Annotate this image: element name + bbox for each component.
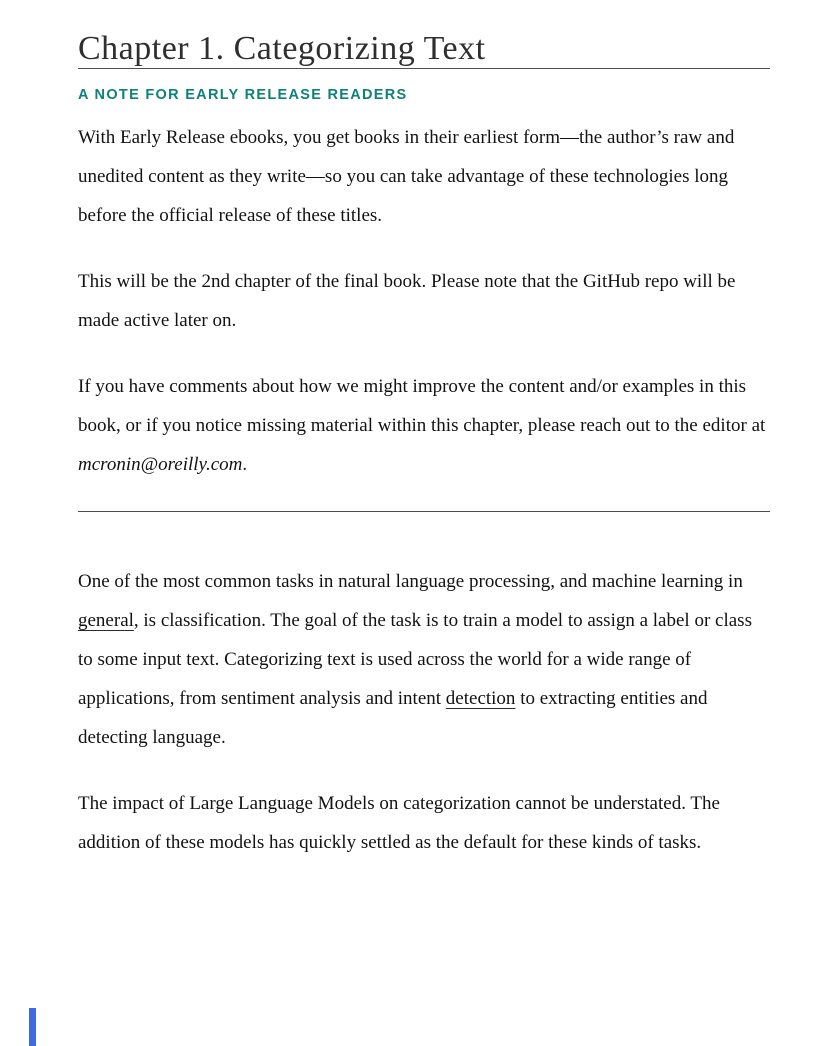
editor-email: mcronin@oreilly.com [78, 454, 243, 475]
chapter-body [78, 562, 770, 862]
top-divider [78, 68, 770, 69]
body-p1-text-2: , is classification. The goal of the task is to train a model to assign a label or class to some input text. Categorizing text is used across the world for a wide range of applications, from sentiment analysis and intent [78, 610, 752, 709]
left-edge-scroll-marker [29, 1008, 36, 1046]
note-paragraph-1: With Early Release ebooks, you get books in their earliest form—the author’s raw and unedited content as they write—so you can take advantage of these technologies long before the official release of these titles. [78, 127, 735, 226]
note-paragraph-2: This will be the 2nd chapter of the final book. Please note that the GitHub repo will be made active later on. [78, 271, 736, 331]
early-release-note [78, 87, 770, 484]
body-paragraph-2: The impact of Large Language Models on categorization cannot be understated. The addition of these models has quickly settled as the default for these kinds of tasks. [78, 793, 720, 853]
body-paragraph-1 [78, 562, 770, 757]
note-paragraph-contact [78, 367, 770, 484]
body-p1-underlined-term-detection: detection [445, 688, 516, 709]
chapter-title: Chapter 1. Categorizing Text [78, 30, 486, 67]
body-p1-text-1: One of the most common tasks in natural language processing, and machine learning in [78, 571, 743, 592]
note-heading: A NOTE FOR EARLY RELEASE READERS [78, 87, 408, 103]
body-p1-text-3: to extracting entities and detecting language. [78, 688, 708, 748]
body-p1-underlined-term-general: general [78, 610, 134, 631]
contact-text-after: . [242, 454, 248, 475]
contact-text-before: If you have comments about how we might improve the content and/or examples in this book, or if you notice missing material within this chapter, please reach out to the editor at [78, 376, 766, 436]
bottom-divider [78, 511, 770, 512]
